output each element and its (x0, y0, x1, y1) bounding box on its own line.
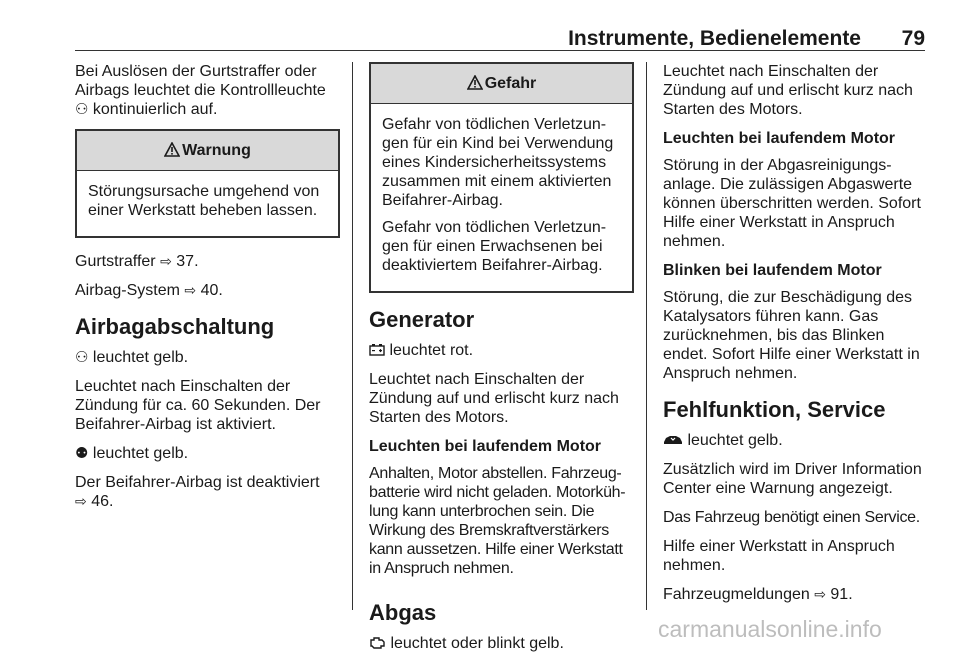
column-divider (352, 62, 353, 610)
airbag-off-description: Der Beifahrer-Airbag ist deaktiviert ⇨ 46. (75, 474, 320, 510)
airbag-on-status: ⚇ leuchtet gelb. (75, 349, 189, 366)
column-divider (646, 62, 647, 610)
section-heading-airbagabschaltung: Airbagabschaltung (75, 314, 275, 339)
running-engine-description: Störung in der Abgasreinigungs- anlage. Die zulässigen Abgaswerte können überschritten werden. Sofort Hilfe einer Werkstatt in Anspruch nehmen. (663, 157, 921, 250)
section-heading-generator: Generator (369, 307, 475, 332)
subheading-running-engine: Leuchten bei laufendem Motor (369, 438, 602, 455)
intro-text: Bei Auslösen der Gurtstraffer oder Airbags leuchtet die Kontrollleuchte ⚇ kontinuierlich auf. (75, 63, 326, 118)
abgas-description: Leuchtet nach Einschalten der Zündung auf und erlischt kurz nach Starten des Motors. (663, 63, 913, 118)
page-header (75, 0, 925, 51)
danger-text-1: Gefahr von tödlichen Verletzun- gen für ein Kind bei Verwendung eines Kindersicherheitssystems zusammen mit einem aktivierten Beifahrer-Airbag. (382, 116, 614, 209)
service-description-1: Zusätzlich wird im Driver Information Center eine Warnung angezeigt. (663, 461, 922, 497)
reference-airbag-system: Airbag-System ⇨ 40. (75, 282, 223, 299)
airbag-on-description: Leuchtet nach Einschalten der Zündung für ca. 60 Sekunden. Der Beifahrer-Airbag ist aktiviert. (75, 378, 321, 433)
warning-triangle-icon (164, 142, 180, 157)
column-1 (75, 62, 340, 521)
service-description-3: Hilfe einer Werkstatt in Anspruch nehmen. (663, 538, 895, 574)
subheading-blinking: Blinken bei laufendem Motor (663, 262, 882, 279)
service-description-2: Das Fahrzeug benötigt einen Service. (663, 509, 920, 526)
airbag-warning-icon: ⚇ (75, 101, 89, 118)
airbag-off-status: ⚉ leuchtet gelb. (75, 445, 189, 462)
danger-header: Gefahr (371, 64, 632, 104)
generator-description: Leuchtet nach Einschalten der Zündung auf und erlischt kurz nach Starten des Motors. (369, 371, 619, 426)
reference-arrow-icon: ⇨ (184, 282, 197, 298)
warning-text: Störungsursache umgehend von einer Werkstatt beheben lassen. (88, 183, 320, 219)
header-title: Instrumente, Bedienelemente (568, 27, 861, 50)
abgas-status: leuchtet oder blinkt gelb. (369, 634, 634, 653)
battery-icon (369, 343, 385, 356)
watermark: carmanualsonline.info (658, 616, 882, 642)
airbag-on-icon: ⚇ (75, 349, 89, 366)
danger-box (369, 62, 634, 293)
blinking-description: Störung, die zur Beschädigung des Katalysators führen kann. Gas zurücknehmen, bis das Blinken endet. Sofort Hilfe einer Werkstatt in Anspruch nehmen. (663, 289, 920, 382)
section-heading-abgas: Abgas (369, 600, 437, 625)
engine-icon (369, 636, 386, 649)
service-status: leuchtet gelb. (663, 431, 928, 450)
section-heading-service: Fehlfunktion, Service (663, 397, 886, 422)
reference-gurtstraffer: Gurtstraffer ⇨ 37. (75, 253, 199, 270)
column-3 (663, 62, 928, 614)
airbag-off-icon: ⚉ (75, 445, 89, 462)
danger-text-2: Gefahr von tödlichen Verletzun- gen für einen Erwachsenen bei deaktiviertem Beifahrer-Airbag. (382, 219, 607, 274)
running-engine-description: Anhalten, Motor abstellen. Fahrzeug- batterie wird nicht geladen. Motorküh- lung kann unterbrochen sein. Die Wirkung des Bremskraftverstärkers kann aussetzen. Hilfe einer Werkstatt in Anspruch nehmen. (369, 465, 626, 577)
subheading-running-engine: Leuchten bei laufendem Motor (663, 130, 896, 147)
page-number: 79 (901, 27, 925, 50)
service-car-icon (663, 434, 683, 446)
reference-arrow-icon: ⇨ (75, 493, 87, 509)
column-2 (369, 62, 634, 663)
reference-fahrzeugmeldungen: Fahrzeugmeldungen ⇨ 91. (663, 586, 853, 603)
reference-arrow-icon: ⇨ (160, 253, 172, 269)
warning-header: Warnung (77, 131, 338, 171)
reference-arrow-icon: ⇨ (814, 586, 826, 602)
warning-box (75, 129, 340, 238)
generator-status: leuchtet rot. (369, 341, 634, 360)
warning-triangle-icon (467, 75, 483, 90)
